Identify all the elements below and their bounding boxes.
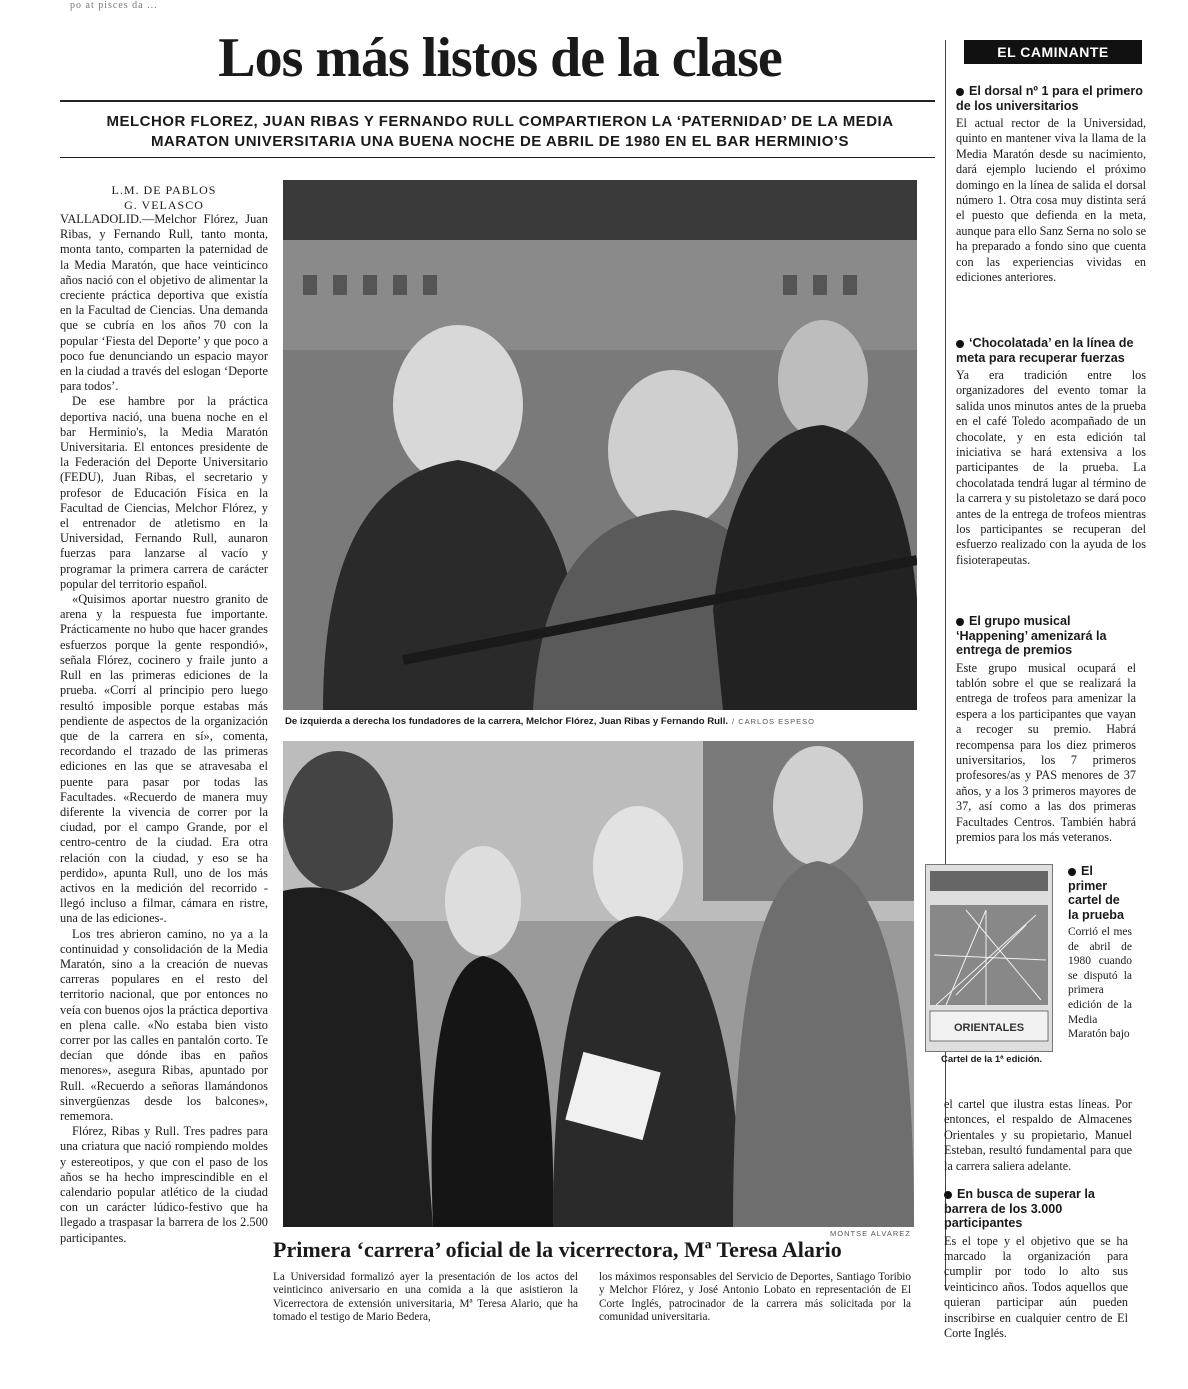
sidebar-item-head-text: En busca de superar la barrera de los 3.000 participantes xyxy=(944,1187,1095,1230)
headline-rule xyxy=(60,100,935,102)
photo-vicerrectora-caption-col2: los máximos responsables del Servicio de Deportes, Santiago Toribio y Melchor Flórez, y José Antonio Lobato en representación de El Corte Inglés, patrocinador de la carrera más solicitada por la comunidad universitaria. xyxy=(599,1271,911,1324)
sidebar-item-body-narrow: Corrió el mes de abril de 1980 cuando se disputó la primera edición de la Media Maratón bajo xyxy=(1068,926,1132,1041)
photo-founders-image xyxy=(283,180,917,710)
subhead xyxy=(68,112,932,152)
poster-graphic xyxy=(926,865,1052,1051)
photo-founders-caption xyxy=(285,716,915,727)
photo-founders xyxy=(283,180,917,710)
poster-text: ORIENTALES xyxy=(953,1022,1025,1034)
sidebar-item-body: Este grupo musical ocupará el tablón sobre el que se realizará la entrega de trofeos para amenizar la espera a los participantes que vayan a recoger su premio. Habrá recompensa para los diez primeros universitarios, los 7 primeros profesores/as y PAS menores de 37 años, y a los 3 primeros mayores de 37, así como a las dos primeras Facultades Centros. También habrá premios para los más veteranos. xyxy=(956,660,1136,844)
bullet-icon xyxy=(956,340,964,348)
article-paragraph: Flórez, Ribas y Rull. Tres padres para una criatura que nació rompiendo moldes y estereotipos, y que con el paso de los años se ha hecho imprescindible en el calendario popular atlético de la ciudad con un carácter lúdico-festivo que ha llegado a traspasar la barrera de los 2.500 participantes. xyxy=(60,1124,268,1245)
sidebar-item-head xyxy=(944,1187,1128,1231)
sidebar-item-head-text: El primer cartel de la prueba xyxy=(1068,864,1124,922)
byline xyxy=(60,183,268,213)
headline: Los más listos de la clase xyxy=(218,27,782,89)
top-strip-text: po at pisces da ... xyxy=(70,0,158,11)
byline-author-1: L.M. DE PABLOS xyxy=(111,183,217,197)
sidebar-item-body-wide: el cartel que ilustra estas líneas. Por entonces, el respaldo de Almacenes Orientales y su propietario, Manuel Esteban, resultó fundamental para que la carrera saliera adelante. xyxy=(944,1097,1132,1173)
bullet-icon xyxy=(956,618,964,626)
bullet-icon xyxy=(956,88,964,96)
sidebar-item xyxy=(956,614,1136,845)
poster-image xyxy=(925,864,1053,1052)
photo-founders-caption-text: De izquierda a derecha los fundadores de la carrera, Melchor Flórez, Juan Ribas y Fernando Rull. xyxy=(285,716,729,727)
subhead-rule xyxy=(60,157,935,158)
sidebar-item-head xyxy=(956,336,1146,365)
sidebar-item-head xyxy=(1068,864,1132,922)
photo-founders-credit: / CARLOS ESPESO xyxy=(732,717,815,726)
sidebar-item xyxy=(944,1187,1128,1341)
bullet-icon xyxy=(944,1191,952,1199)
article-paragraph: De ese hambre por la práctica deportiva nació, una buena noche en el bar Herminio's, la Media Maratón Universitaria. El entonces presidente de la Federación del Deporte Universitario (FEDU), Juan Ribas, el secretario y profesor de Educación Física en la Facultad de Ciencias, Melchor Flórez, y el entrenador de atletismo en la Universidad, Fernando Rull, aunaron fuerzas para lanzarse al vacío y programar la primera carrera de carácter popular del territorio español. xyxy=(60,394,268,591)
poster-caption: Cartel de la 1ª edición. xyxy=(941,1054,1043,1065)
sidebar-item-head xyxy=(956,614,1136,658)
article-paragraph: VALLADOLID.—Melchor Flórez, Juan Ribas, y Fernando Rull, tanto monta, monta tanto, comparten la paternidad de la Media Maratón, que hace veinticinco años nació con el objetivo de alimentar la creciente práctica deportiva que existía en la Facultad de Ciencias. Una demanda que se cubría en los años 70 con la popular ‘Fiesta del Deporte’ y que poco a poco fue denunciando un espacio mayor en la ciudad a través del eslogan ‘Deporte para todos’. xyxy=(60,212,268,394)
photo-vicerrectora-subtitle: Primera ‘carrera’ oficial de la vicerrectora, Mª Teresa Alario xyxy=(273,1237,842,1262)
sidebar-item-head-text: El dorsal nº 1 para el primero de los universitarios xyxy=(956,84,1143,113)
sidebar-item-head-text: ‘Chocolatada’ en la línea de meta para recuperar fuerzas xyxy=(956,336,1134,365)
bullet-icon xyxy=(1068,868,1076,876)
article-body xyxy=(60,212,268,1246)
sidebar-item-head xyxy=(956,84,1146,113)
sidebar-item-body: El actual rector de la Universidad, quinto en mantener viva la llama de la Media Maratón desde su nacimiento, dará ejemplo luciendo el próximo domingo en la línea de salida el dorsal número 1. Otra cosa muy distinta será el puesto que defienda en la meta, aunque para ello Sanz Serna no solo se ha preparado a fondo sino que cuenta con las experiencias vividas en ediciones anteriores. xyxy=(956,116,1146,285)
photo-vicerrectora-caption-col1: La Universidad formalizó ayer la presentación de los actos del veinticinco aniversario en una comida a la que asistieron la Vicerrectora de extensión universitaria, Mª Teresa Alario, que ha tomado el testigo de Mario Bedera, xyxy=(273,1271,578,1324)
sidebar-item-body: Ya era tradición entre los organizadores del evento tomar la salida unos minutos antes de la prueba en el café Toledo acompañado de un chocolate, y en esta edición tal iniciativa se hará extensiva a los participantes de la prueba. La chocolatada tendrá lugar al término de la carrera y su pistoletazo se dará poco antes de la entrega de trofeos mientras los participantes se recuperan del esfuerzo realizado con la ayuda de los fisioterapeutas. xyxy=(956,368,1146,567)
photo-vicerrectora xyxy=(283,741,914,1227)
photo-vicerrectora-image xyxy=(283,741,914,1227)
sidebar-title: EL CAMINANTE xyxy=(964,40,1142,64)
byline-author-2: G. VELASCO xyxy=(124,198,204,212)
sidebar-item xyxy=(1068,864,1132,1042)
article-paragraph: «Quisimos aportar nuestro granito de arena y la respuesta fue importante. Prácticamente no hubo que hacer grandes esfuerzos porque la gente respondió», señala Flórez, cocinero y fraile junto a Rull en las primeras ediciones de la prueba. «Corrí al principio pero luego resultó imposible porque estabas más pendiente de aspectos de la organización que de la carrera en sí», comenta, recordando el trazado de las primeras ediciones en las que se atravesaba el puente para pasar por todas las Facultades. «Recuerdo de manera muy diferente la vivencia de correr por la ciudad, por el campo Grande, por el centro-centro de la ciudad. Era otra relación con la ciudad, y eso se ha perdido», apunta Rull, uno de los más activos en la medición del recorrido -llegó incluso a filmar, cámara en ristre, una de las ediciones-. xyxy=(60,592,268,926)
photo-vicerrectora-credit: MONTSE ALVAREZ xyxy=(830,1229,911,1238)
sidebar-item xyxy=(956,336,1146,568)
subhead-line-2: MARATON UNIVERSITARIA UNA BUENA NOCHE DE ABRIL DE 1980 EN EL BAR HERMINIO’S xyxy=(150,133,850,150)
subhead-line-1: MELCHOR FLOREZ, JUAN RIBAS Y FERNANDO RULL COMPARTIERON LA ‘PATERNIDAD’ DE LA MEDIA xyxy=(106,113,894,130)
sidebar-item-body: Es el tope y el objetivo que se ha marcado la organización para cumplir por todo lo alto sus veinticinco años. Todos aquellos que quieran participar aún pueden inscribirse en cualquier centro de El Corte Inglés. xyxy=(944,1233,1128,1340)
sidebar-item xyxy=(956,84,1146,285)
sidebar-item-head-text: El grupo musical ‘Happening’ amenizará la entrega de premios xyxy=(956,614,1107,657)
article-paragraph: Los tres abrieron camino, no ya a la continuidad y consolidación de la Media Maratón, sino a la creación de nuevas carreras populares en el resto del territorio nacional, que por entonces no veía con buenos ojos la práctica deportiva en plena calle. «No estaba bien visto correr por las calles en pantalón corto. Te decían que dónde ibas en paños menores», asegura Ribas, apuntado por Rull. «Recuerdo a señoras llamándonos sinvergüenzas desde los balcones», rememora. xyxy=(60,926,268,1123)
